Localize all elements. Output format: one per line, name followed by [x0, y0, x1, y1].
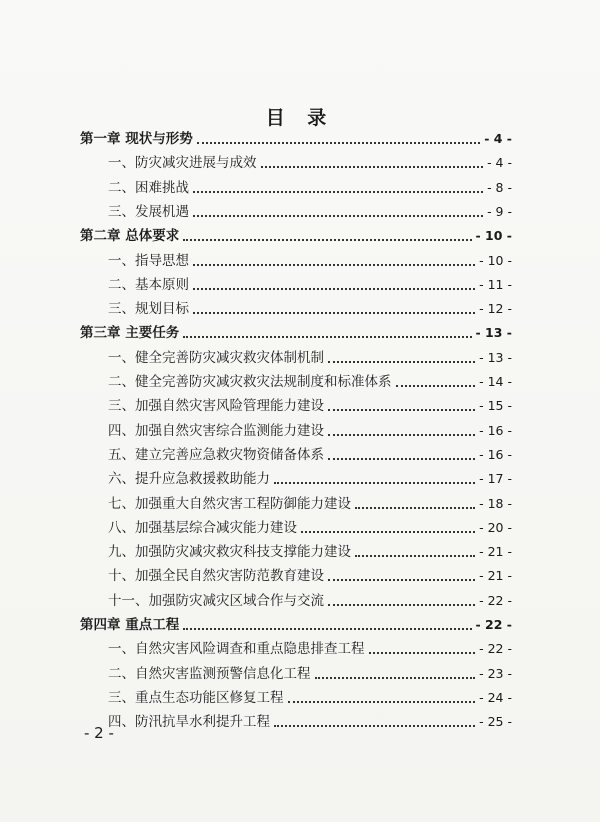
toc-entry-page-number: - 4 -: [487, 155, 512, 171]
toc-entry-label: 二、基本原则: [108, 276, 189, 293]
dot-leader: [328, 434, 475, 436]
toc-section-entry: [108, 563, 512, 585]
dot-leader: [315, 677, 476, 679]
toc-entry-label: 十一、加强防灾减灾区域合作与交流: [108, 592, 324, 609]
toc-entry-page-number: - 16 -: [479, 422, 512, 438]
dot-leader: [193, 288, 475, 290]
toc-entry-label: 七、加强重大自然灾害工程防御能力建设: [108, 495, 351, 512]
dot-leader: [193, 312, 475, 314]
toc-section-entry: [108, 709, 512, 731]
dot-leader: [193, 191, 483, 193]
dot-leader: [328, 604, 475, 606]
toc-entry-label: 十、加强全民自然灾害防范教育建设: [108, 568, 324, 585]
toc-entry-page-number: - 22 -: [475, 617, 512, 632]
toc-entry-label: 二、健全完善防灾减灾救灾法规制度和标准体系: [108, 374, 392, 390]
dot-leader: [261, 166, 484, 168]
toc-entry-page-number: - 12 -: [479, 301, 512, 317]
toc-entry-label: 八、加强基层综合减灾能力建设: [108, 519, 297, 536]
toc-entry-page-number: - 16 -: [479, 446, 512, 462]
dot-leader: [328, 409, 475, 411]
toc-entry-label: 二、困难挑战: [108, 179, 189, 196]
toc-section-entry: [108, 199, 512, 221]
toc-entry-label: 三、规划目标: [108, 301, 189, 318]
dot-leader: [355, 555, 475, 557]
toc-entry-page-number: - 4 -: [484, 131, 512, 146]
dot-leader: [396, 385, 476, 387]
page-number: - 2 -: [84, 724, 114, 742]
toc-section-entry: [108, 491, 512, 513]
dot-leader: [183, 336, 471, 338]
toc-section-entry: [108, 272, 512, 294]
toc-entry-label: 第四章 重点工程: [80, 617, 180, 633]
toc-section-entry: [108, 661, 512, 683]
dot-leader: [193, 215, 483, 217]
toc-entry-label: 四、防汛抗旱水利提升工程: [108, 714, 270, 731]
toc-entry-label: 一、防灾减灾进展与成效: [108, 155, 257, 172]
dot-leader: [288, 701, 476, 703]
toc-entry-page-number: - 23 -: [479, 665, 512, 681]
toc-entry-page-number: - 13 -: [475, 325, 512, 341]
dot-leader: [355, 507, 475, 509]
dot-leader: [369, 652, 476, 654]
toc-entry-label: 六、提升应急救援救助能力: [108, 471, 270, 488]
toc-entry-label: 第三章 主要任务: [80, 325, 180, 342]
toc-section-entry: [108, 393, 512, 415]
dot-leader: [183, 628, 471, 630]
toc-entry-page-number: - 10 -: [475, 228, 512, 244]
toc-entry-label: 三、发展机遇: [108, 203, 189, 220]
toc-entry-page-number: - 25 -: [479, 714, 512, 730]
toc-entry-page-number: - 9 -: [487, 203, 512, 219]
dot-leader: [301, 531, 475, 533]
toc-section-entry: [108, 515, 512, 537]
toc-section-entry: [108, 296, 512, 318]
toc-entry-page-number: - 21 -: [479, 568, 512, 584]
toc-entry-page-number: - 20 -: [479, 519, 512, 535]
toc-entry-label: 一、指导思想: [108, 252, 189, 269]
dot-leader: [183, 239, 471, 241]
dot-leader: [328, 458, 475, 460]
toc-entry-page-number: - 21 -: [479, 544, 512, 560]
toc-section-entry: [108, 636, 512, 658]
toc-entry-label: 第一章 现状与形势: [80, 131, 193, 147]
toc-chapter-entry: [80, 223, 512, 245]
toc-entry-label: 三、重点生态功能区修复工程: [108, 689, 284, 706]
toc-entry-page-number: - 11 -: [479, 276, 512, 292]
toc-entry-page-number: - 14 -: [479, 374, 512, 389]
toc-entry-label: 一、健全完善防灾减灾救灾体制机制: [108, 349, 324, 366]
dot-leader: [274, 482, 475, 484]
toc-entry-label: 九、加强防灾减灾救灾科技支撑能力建设: [108, 544, 351, 561]
toc-section-entry: [108, 539, 512, 561]
toc-entry-label: 一、自然灾害风险调查和重点隐患排查工程: [108, 641, 365, 658]
toc-entry-page-number: - 22 -: [479, 641, 512, 657]
toc-entry-page-number: - 8 -: [487, 179, 512, 195]
dot-leader: [274, 725, 475, 727]
toc-entry-label: 四、加强自然灾害综合监测能力建设: [108, 422, 324, 439]
toc-section-entry: [108, 345, 512, 367]
page-title: 目 录: [265, 107, 335, 129]
toc-section-entry: [108, 418, 512, 440]
toc-section-entry: [108, 685, 512, 707]
toc-entry-page-number: - 13 -: [479, 349, 512, 365]
toc-section-entry: [108, 442, 512, 464]
toc-entry-label: 二、自然灾害监测预警信息化工程: [108, 665, 311, 682]
dot-leader: [193, 264, 475, 266]
toc-entry-label: 三、加强自然灾害风险管理能力建设: [108, 398, 324, 415]
toc-chapter-entry: [80, 612, 512, 634]
dot-leader: [328, 361, 475, 363]
toc-entry-label: 五、建立完善应急救灾物资储备体系: [108, 446, 324, 463]
toc-entry-page-number: - 10 -: [479, 252, 512, 268]
toc-section-entry: [108, 150, 512, 172]
toc-section-entry: [108, 466, 512, 488]
dot-leader: [197, 142, 481, 144]
toc-entry-page-number: - 15 -: [479, 398, 512, 414]
toc-section-entry: [108, 369, 512, 391]
toc-entry-page-number: - 22 -: [479, 592, 512, 608]
toc-entry-label: 第二章 总体要求: [80, 228, 180, 245]
toc-entry-page-number: - 24 -: [479, 689, 512, 705]
toc-section-entry: [108, 588, 512, 610]
toc-chapter-entry: [80, 320, 512, 342]
toc-section-entry: [108, 175, 512, 197]
dot-leader: [328, 579, 475, 581]
toc-entry-page-number: - 17 -: [479, 471, 512, 487]
toc-section-entry: [108, 248, 512, 270]
toc-entry-page-number: - 18 -: [479, 495, 512, 511]
toc-chapter-entry: [80, 126, 512, 148]
